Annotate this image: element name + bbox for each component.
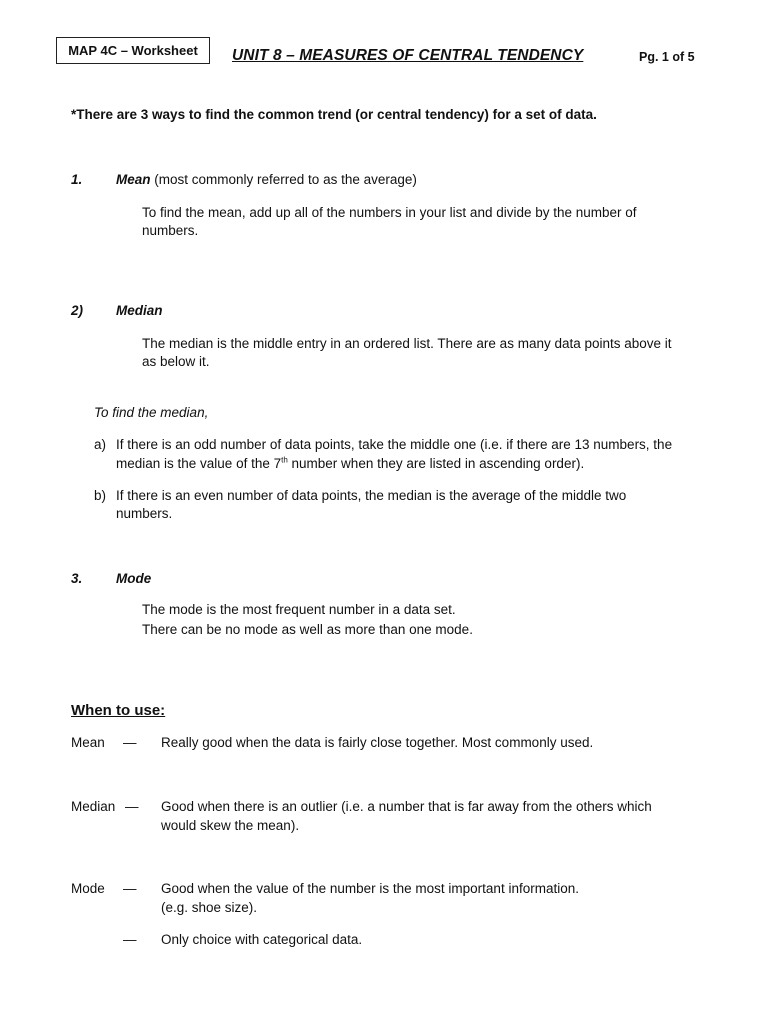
median-a-line2-post: number when they are listed in ascending order). (287, 456, 585, 471)
median-desc-line2: as below it. (142, 354, 210, 369)
use-mean-label: Mean (71, 735, 105, 750)
median-a-label: a) (94, 437, 107, 452)
mode-desc-line1: The mode is the most frequent number in a data set. (142, 602, 456, 617)
use-median-line1: Good when there is an outlier (i.e. a number that is far away from the others which (161, 799, 652, 814)
median-b-line2: numbers. (116, 506, 173, 521)
intro-text: *There are 3 ways to find the common trend (or central tendency) for a set of data. (71, 107, 597, 122)
mean-number: 1. (71, 172, 83, 187)
page-number: Pg. 1 of 5 (639, 50, 695, 64)
median-b-label: b) (94, 488, 107, 503)
when-to-use-heading: When to use: (71, 702, 166, 719)
median-how-to: To find the median, (94, 405, 209, 420)
use-mode-dash-2: — (123, 932, 137, 947)
use-mode-dash: — (123, 881, 137, 896)
use-median-dash: — (125, 799, 139, 814)
mode-term: Mode (116, 571, 152, 586)
use-mode-label: Mode (71, 881, 105, 896)
use-mode-line3: Only choice with categorical data. (161, 932, 363, 947)
median-a-line2-pre: median is the value of the 7 (116, 456, 282, 471)
use-median-line2: would skew the mean). (161, 818, 300, 833)
page-title: UNIT 8 – MEASURES OF CENTRAL TENDENCY (232, 47, 584, 64)
mean-term: Mean (116, 172, 151, 187)
median-term: Median (116, 303, 163, 318)
use-mode-line2: (e.g. shoe size). (161, 900, 258, 915)
course-label: MAP 4C – Worksheet (68, 43, 198, 58)
median-desc-line1: The median is the middle entry in an ordered list. There are as many data points above it (142, 336, 672, 351)
mean-desc-line1: To find the mean, add up all of the numbers in your list and divide by the number of (142, 205, 637, 220)
mean-subtitle: (most commonly referred to as the average) (150, 172, 417, 187)
use-mode-line1: Good when the value of the number is the most important information. (161, 881, 579, 896)
use-median-label: Median (71, 799, 116, 814)
mode-desc-line2: There can be no mode as well as more than one mode. (142, 622, 473, 637)
mean-desc-line2: numbers. (142, 223, 199, 238)
mean-heading (116, 170, 417, 189)
course-label-box (56, 37, 210, 64)
median-b-line1: If there is an even number of data points, the median is the average of the middle two (116, 488, 627, 503)
median-a-line1: If there is an odd number of data points, take the middle one (i.e. if there are 13 numbers, the (116, 437, 673, 452)
mode-number: 3. (71, 571, 83, 586)
median-number: 2) (71, 303, 84, 318)
median-a-line2 (116, 454, 584, 473)
use-mean-dash: — (123, 735, 137, 750)
use-mean-text: Really good when the data is fairly close together. Most commonly used. (161, 735, 594, 750)
median-a-line2-sup: th (281, 455, 288, 465)
